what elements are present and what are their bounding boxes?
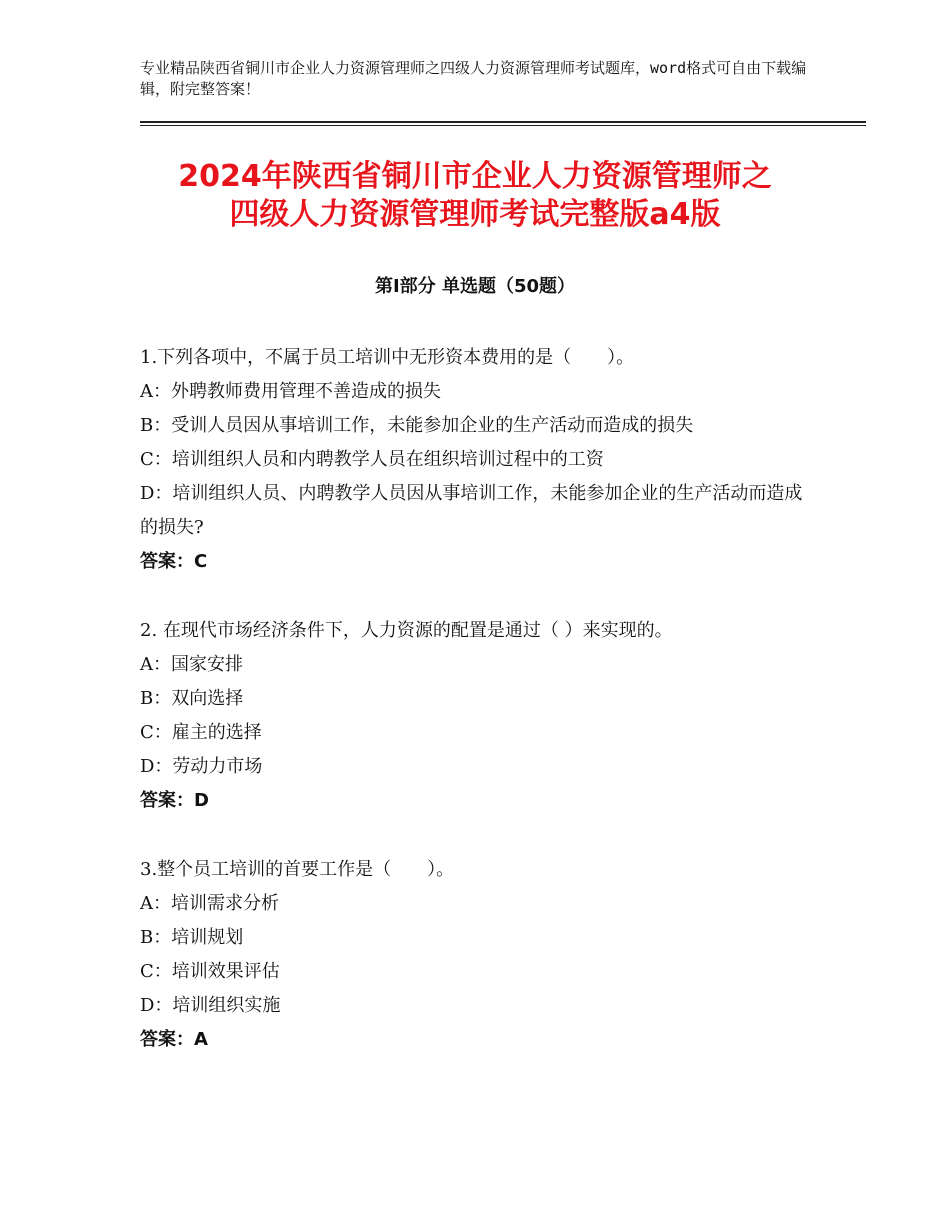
option-a: A：国家安排	[140, 654, 243, 675]
header-rule-thin	[140, 125, 866, 126]
option-d: D：培训组织实施	[140, 995, 281, 1016]
question-stem: 1.下列各项中，不属于员工培训中无形资本费用的是（ ）。	[140, 347, 635, 368]
question-1	[140, 341, 820, 579]
document-title	[95, 158, 855, 234]
option-d: D：劳动力市场	[140, 756, 263, 777]
document-title-line-1: 2024年陕西省铜川市企业人力资源管理师之	[178, 159, 772, 194]
option-a: A：外聘教师费用管理不善造成的损失	[140, 381, 441, 402]
section-title: 第Ⅰ部分 单选题（50题）	[374, 276, 575, 297]
answer: 答案：C	[140, 551, 208, 572]
option-c: C：雇主的选择	[140, 722, 262, 743]
question-stem: 3.整个员工培训的首要工作是（ ）。	[140, 859, 455, 880]
option-c: C：培训效果评估	[140, 961, 280, 982]
option-a: A：培训需求分析	[140, 893, 279, 914]
document-title-line-2: 四级人力资源管理师考试完整版a4版	[229, 197, 721, 232]
option-b: B：受训人员因从事培训工作，未能参加企业的生产活动而造成的损失	[140, 415, 694, 436]
header-note: 专业精品陕西省铜川市企业人力资源管理师之四级人力资源管理师考试题库，word格式可自由下载编辑，附完整答案！	[140, 59, 807, 98]
question-3	[140, 853, 820, 1057]
question-stem: 2. 在现代市场经济条件下，人力资源的配置是通过（ ）来实现的。	[140, 620, 673, 641]
answer: 答案：A	[140, 1029, 208, 1050]
option-b: B：培训规划	[140, 927, 244, 948]
header-rule-thick	[140, 121, 866, 123]
option-c: C：培训组织人员和内聘教学人员在组织培训过程中的工资	[140, 449, 604, 470]
option-d: D：培训组织人员、内聘教学人员因从事培训工作，未能参加企业的生产活动而造成的损失?	[140, 483, 803, 538]
option-b: B：双向选择	[140, 688, 244, 709]
answer: 答案：D	[140, 790, 209, 811]
question-2	[140, 614, 820, 818]
